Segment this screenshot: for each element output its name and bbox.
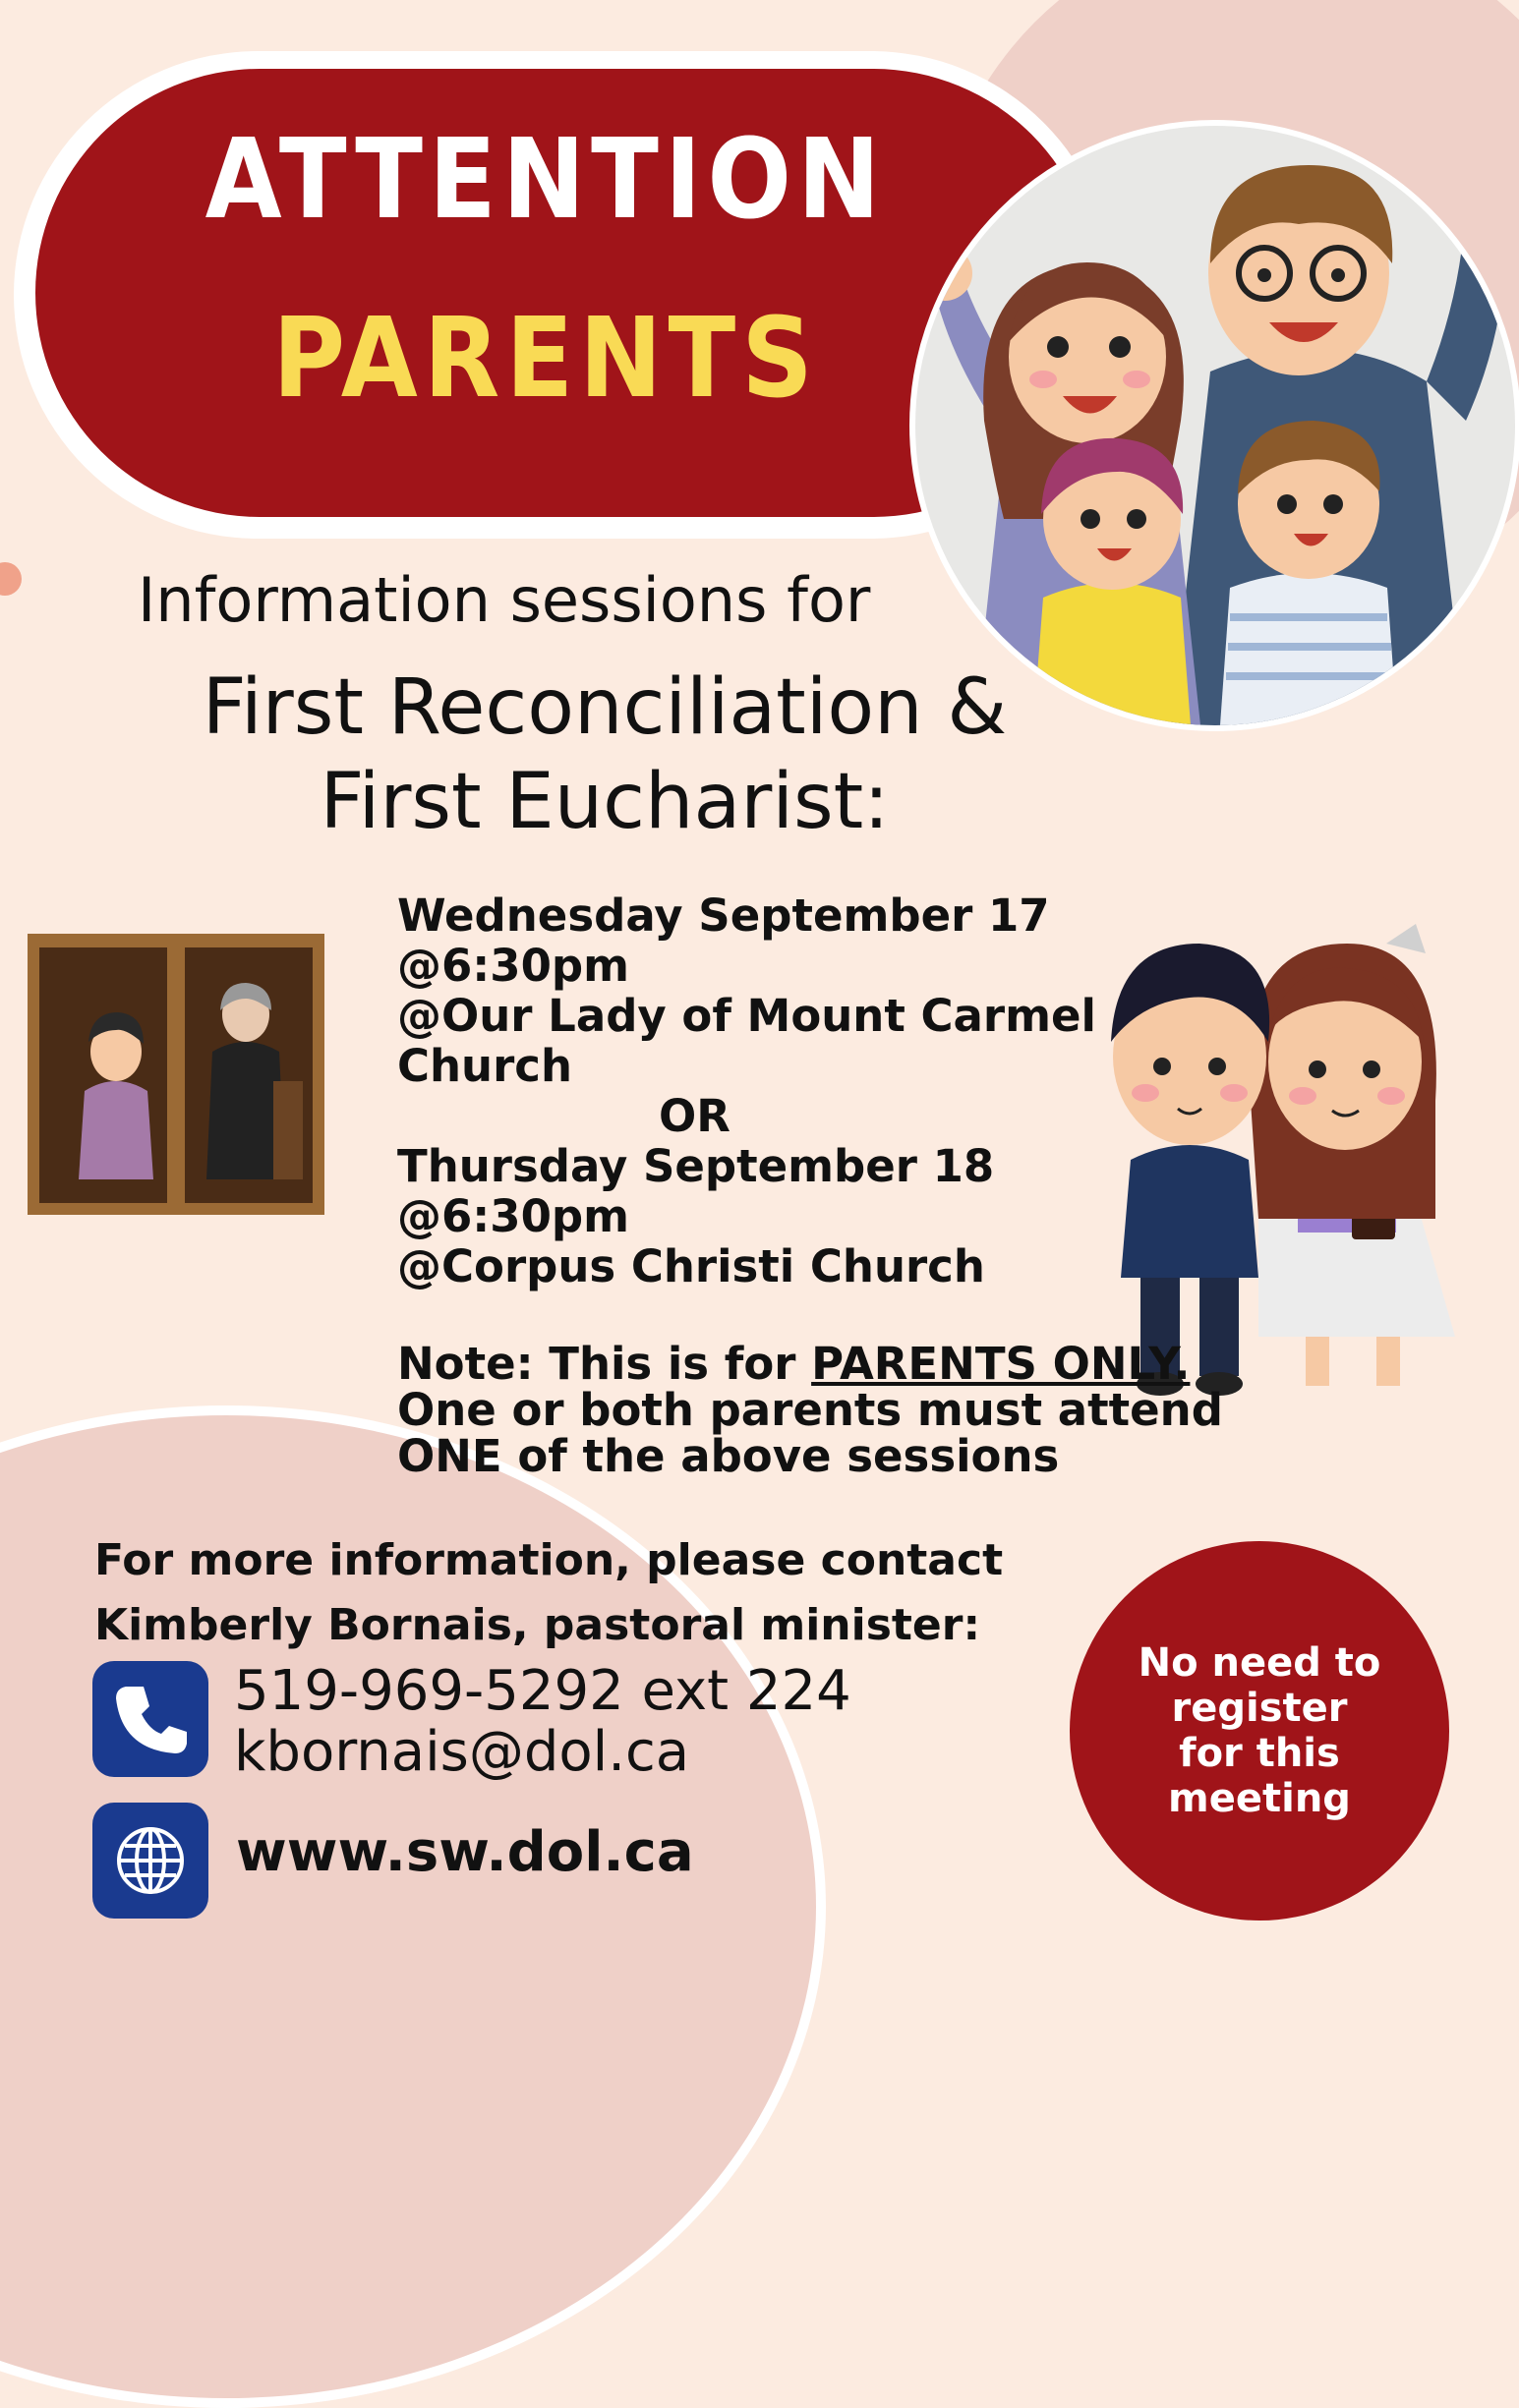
note-emphasis: PARENTS ONLY. (811, 1338, 1191, 1390)
note-line2: One or both parents must attend (397, 1384, 1223, 1436)
contact-details (234, 1661, 851, 1783)
contact-line2: Kimberly Bornais, pastoral minister: (94, 1600, 981, 1650)
session2-day: Thursday September 18 (397, 1140, 995, 1192)
session1-day: Wednesday September 17 (397, 889, 1050, 942)
no-registration-badge (1070, 1541, 1449, 1921)
contact-line1: For more information, please contact (94, 1535, 1004, 1585)
info-intro: Information sessions for (138, 564, 871, 636)
session2-place: @Corpus Christi Church (397, 1240, 985, 1292)
registration-line3: for this meeting (1168, 1731, 1351, 1821)
note-line1 (397, 1338, 1223, 1390)
website-link[interactable]: www.sw.dol.ca (236, 1820, 694, 1884)
title-attention: ATTENTION (204, 116, 887, 244)
session1-place-line1: @Our Lady of Mount Carmel (397, 990, 1096, 1042)
email-address[interactable]: kbornais@dol.ca (234, 1720, 690, 1784)
registration-line1: No need to (1138, 1640, 1381, 1686)
headline-line2: First Eucharist: (320, 758, 890, 846)
headline-line1: First Reconciliation & (202, 663, 1008, 752)
registration-line2: register (1171, 1686, 1348, 1731)
note-prefix: Note: This is for (397, 1338, 812, 1390)
communion-kids-illustration (1091, 924, 1475, 1396)
headline-title (98, 660, 1111, 849)
or-separator: OR (659, 1090, 730, 1142)
session1-time: @6:30pm (397, 940, 630, 992)
confession-illustration (28, 934, 324, 1215)
decorative-dot (0, 562, 22, 596)
phone-number[interactable]: 519-969-5292 ext 224 (234, 1659, 851, 1723)
contact-info (94, 1528, 1003, 1658)
session1-place-line2: Church (397, 1040, 573, 1092)
sessions-block (397, 890, 1096, 1291)
note-line3: ONE of the above sessions (397, 1430, 1060, 1482)
session2-time: @6:30pm (397, 1190, 630, 1242)
family-illustration (909, 120, 1519, 731)
title-parents: PARENTS (272, 295, 819, 423)
parents-only-note (397, 1338, 1223, 1482)
phone-icon (92, 1661, 208, 1777)
globe-icon (92, 1803, 208, 1919)
